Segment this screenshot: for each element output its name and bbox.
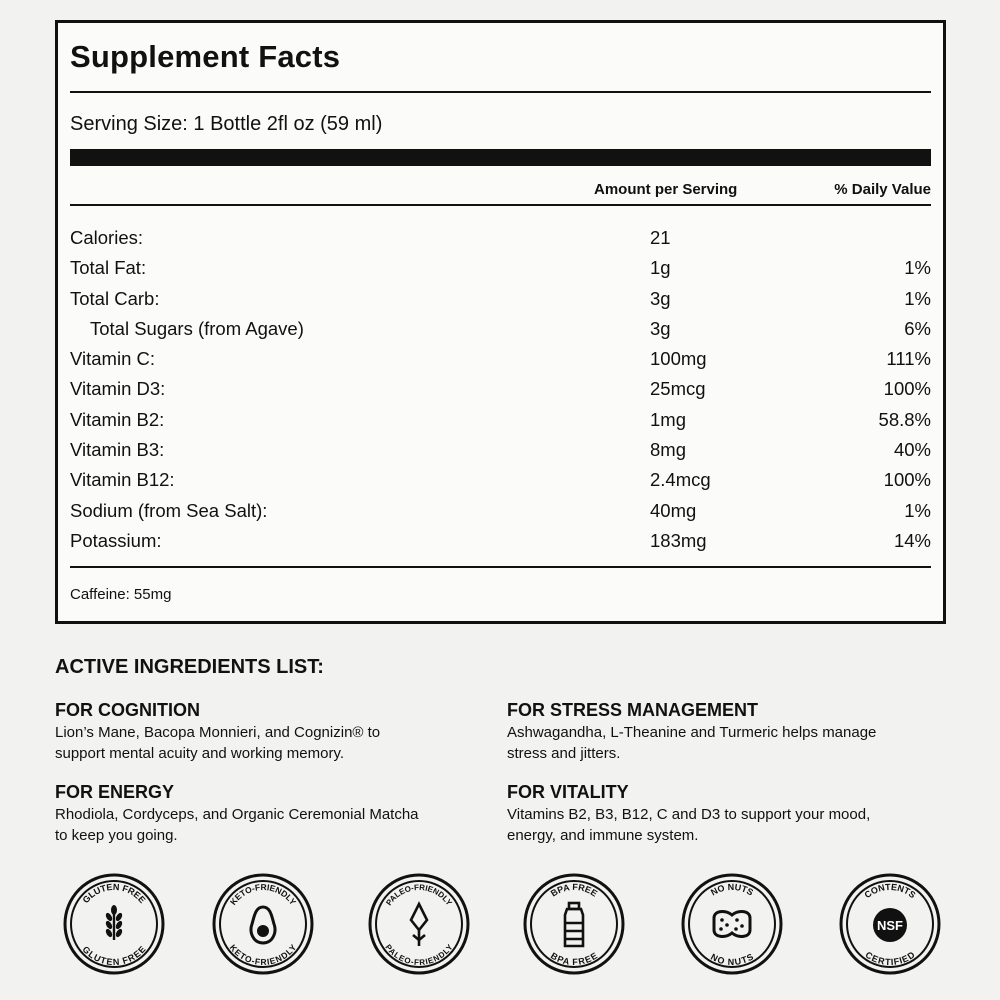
nutrient-amount: 1mg [650, 408, 686, 430]
nutrient-name: Total Carb: [70, 287, 160, 309]
nutrient-row [70, 405, 931, 435]
nutrient-dv: 111% [886, 348, 931, 370]
stress-heading: FOR STRESS MANAGEMENT [507, 700, 759, 720]
nutrient-dv: 100% [883, 378, 931, 400]
nutrient-dv: 58.8% [878, 408, 931, 430]
badge-top-text: KETO-FRIENDLY [227, 881, 299, 907]
nutrient-amount: 2.4mcg [650, 469, 711, 491]
column-header-daily-value: % Daily Value [834, 181, 931, 198]
nutrient-name: Sodium (from Sea Salt): [70, 499, 268, 521]
svg-text:GLUTEN FREE [81, 882, 148, 905]
svg-text:KETO-FRIENDLY [227, 942, 298, 967]
stress-text [507, 722, 947, 764]
vitality-line: energy, and immune system. [507, 827, 699, 844]
nutrient-row [70, 344, 931, 374]
nutrient-row [70, 435, 931, 465]
gluten-free-badge [62, 872, 166, 976]
serving-size: Serving Size: 1 Bottle 2fl oz (59 ml) [70, 113, 383, 135]
nutrient-table [70, 223, 931, 556]
cognition-heading: FOR COGNITION [55, 700, 200, 720]
nutrient-name: Calories: [70, 227, 143, 248]
svg-text:NO NUTS [709, 952, 755, 967]
nutrient-name: Vitamin B2: [70, 408, 165, 430]
supplement-facts-panel [55, 20, 946, 624]
peanut-icon [714, 912, 750, 937]
nutrient-row [70, 223, 931, 253]
cognition-block [55, 699, 495, 764]
badge-top-text: BPA FREE [548, 881, 600, 899]
nsf-logo-text: NSF [877, 918, 903, 933]
badge-bottom-text: NO NUTS [708, 951, 756, 968]
thick-divider [70, 149, 931, 166]
divider [70, 566, 931, 568]
nutrient-row [70, 314, 931, 344]
badge-bottom-text: PALEO-FRIENDLY [383, 942, 455, 967]
nutrient-name: Vitamin D3: [70, 378, 166, 400]
vitality-line: Vitamins B2, B3, B12, C and D3 to support your mood, [507, 806, 871, 823]
keto-friendly-badge [211, 872, 315, 976]
nutrient-row [70, 374, 931, 404]
nutrient-name: Vitamin C: [70, 348, 155, 370]
nutrient-amount: 1g [650, 257, 671, 279]
nutrient-row [70, 284, 931, 314]
stress-line: stress and jitters. [507, 745, 621, 762]
column-header-amount: Amount per Serving [594, 181, 738, 198]
nutrient-amount: 25mcg [650, 378, 706, 400]
energy-line: Rhodiola, Cordyceps, and Organic Ceremonial Matcha [55, 806, 419, 823]
vitality-text [507, 804, 947, 846]
cognition-line: Lion’s Mane, Bacopa Monnieri, and Cognizin® to [55, 724, 381, 741]
nutrient-dv: 1% [904, 499, 931, 521]
nutrient-amount: 3g [650, 317, 671, 339]
badge-top-text: GLUTEN FREE [80, 881, 148, 906]
badge-bottom-text: BPA FREE [548, 950, 600, 968]
no-nuts-badge [680, 872, 784, 976]
arrowhead-icon [411, 904, 427, 946]
svg-text:GLUTEN FREE [80, 944, 148, 967]
badge-bottom-text: KETO-FRIENDLY [227, 942, 299, 968]
nutrient-name: Total Sugars (from Agave) [90, 317, 304, 339]
nutrient-dv: 40% [893, 439, 931, 461]
nutrient-name: Potassium: [70, 529, 162, 551]
bpa-free-badge [522, 872, 626, 976]
nsf-certified-badge [838, 872, 942, 976]
divider [70, 204, 931, 206]
svg-text:CERTIFIED [863, 950, 917, 968]
nutrient-amount: 21 [650, 227, 671, 248]
cognition-line: support mental acuity and working memory. [55, 745, 345, 762]
nutrient-row [70, 253, 931, 283]
nutrient-row [70, 526, 931, 556]
nutrient-dv: 1% [904, 257, 931, 279]
nutrient-name: Vitamin B12: [70, 469, 175, 491]
nutrient-name: Vitamin B3: [70, 439, 165, 461]
svg-text:BPA FREE [549, 951, 600, 968]
nutrient-amount: 183mg [650, 529, 707, 551]
nutrient-dv: 6% [904, 317, 931, 339]
badge-bottom-text: CERTIFIED [863, 949, 917, 968]
stress-line: Ashwagandha, L-Theanine and Turmeric helps manage [507, 724, 877, 741]
wheat-icon [104, 905, 123, 940]
cognition-text [55, 722, 495, 764]
nutrient-dv: 14% [893, 529, 931, 551]
vitality-block [507, 781, 947, 846]
bottle-icon [565, 903, 583, 946]
caffeine-note: Caffeine: 55mg [70, 586, 172, 603]
badge-top-text: PALEO-FRIENDLY [384, 882, 454, 908]
energy-block [55, 781, 495, 846]
nutrient-dv: 100% [883, 469, 931, 491]
nutrient-amount: 8mg [650, 439, 686, 461]
nutrient-amount: 3g [650, 287, 671, 309]
nsf-icon [873, 908, 907, 942]
badge-bottom-text: GLUTEN FREE [80, 944, 148, 968]
badge-top-text: CONTENTS [862, 881, 918, 901]
badge-top-text: NO NUTS [708, 881, 756, 898]
avocado-icon [251, 907, 275, 943]
nutrient-amount: 100mg [650, 348, 707, 370]
vitality-heading: FOR VITALITY [507, 782, 629, 802]
nutrient-amount: 40mg [650, 499, 697, 521]
nutrient-dv: 1% [904, 287, 931, 309]
divider [70, 91, 931, 93]
paleo-friendly-badge [367, 872, 471, 976]
nutrient-name: Total Fat: [70, 257, 147, 279]
energy-heading: FOR ENERGY [55, 782, 175, 802]
active-ingredients-title: ACTIVE INGREDIENTS LIST: [55, 656, 324, 678]
facts-title: Supplement Facts [70, 39, 341, 74]
nutrient-row [70, 496, 931, 526]
stress-block [507, 699, 947, 764]
nutrient-row [70, 465, 931, 495]
svg-text:KETO-FRIENDLY [228, 882, 298, 907]
energy-line: to keep you going. [55, 827, 178, 844]
energy-text [55, 804, 495, 846]
